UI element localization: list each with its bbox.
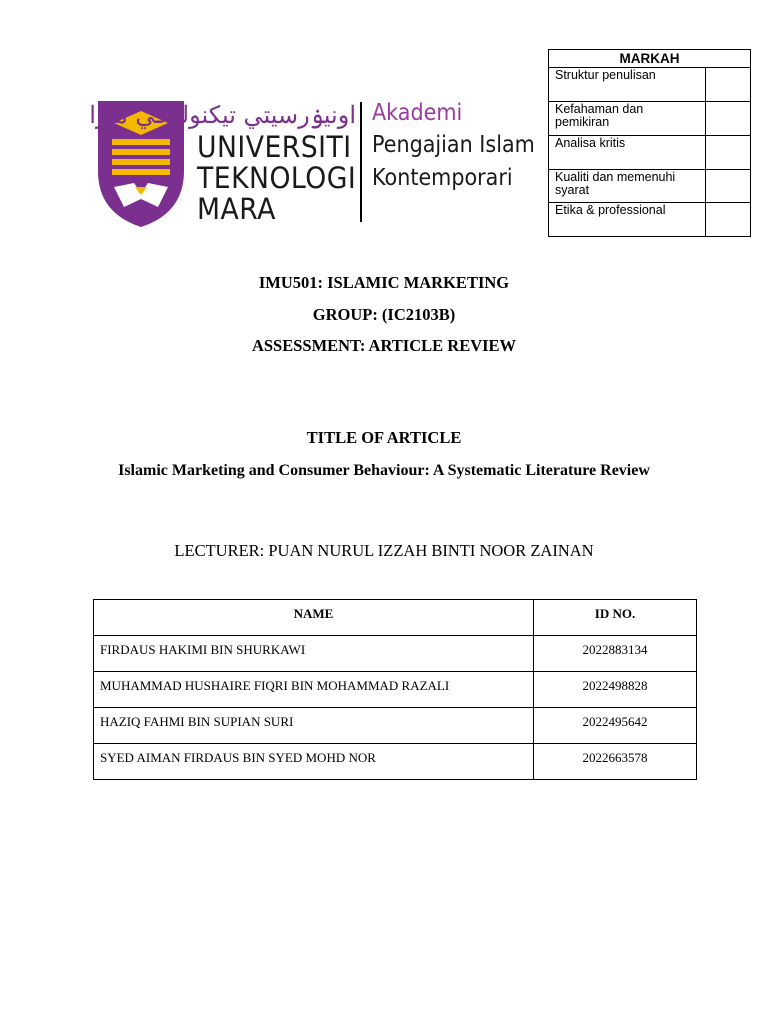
course-title: IMU501: ISLAMIC MARKETING <box>258 273 510 292</box>
marks-criterion: Kualiti dan memenuhi syarat <box>549 170 706 203</box>
academy-name <box>372 98 553 195</box>
university-name-line: TEKNOLOGI <box>197 161 357 195</box>
university-jawi-name: اونيۏرسيتي تيكنولوݢي مارا <box>89 101 356 129</box>
logo-divider <box>360 102 362 222</box>
academy-name-line: Pengajian Islam <box>372 132 535 158</box>
table-row <box>94 708 697 744</box>
marks-row <box>549 170 751 203</box>
member-id: 2022495642 <box>534 708 697 744</box>
university-name-line: UNIVERSITI <box>197 130 352 164</box>
member-name: SYED AIMAN FIRDAUS BIN SYED MOHD NOR <box>94 744 534 780</box>
member-id: 2022498828 <box>534 672 697 708</box>
assessment-type: ASSESSMENT: ARTICLE REVIEW <box>251 336 517 355</box>
marks-score-cell <box>706 102 751 136</box>
marks-criterion: Struktur penulisan <box>549 68 706 102</box>
table-row <box>94 744 697 780</box>
member-name: FIRDAUS HAKIMI BIN SHURKAWI <box>94 636 534 672</box>
academy-name-line: Akademi <box>372 100 463 126</box>
university-name-line: MARA <box>197 192 276 226</box>
marks-table-header: MARKAH <box>549 50 751 68</box>
lecturer-name: LECTURER: PUAN NURUL IZZAH BINTI NOOR ZAINAN <box>174 541 594 560</box>
marks-score-cell <box>706 136 751 170</box>
academy-name-line: Kontemporari <box>372 165 513 191</box>
table-row <box>94 636 697 672</box>
marks-score-cell <box>706 203 751 237</box>
article-title-heading: TITLE OF ARTICLE <box>306 428 462 447</box>
members-table-header-row <box>94 600 697 636</box>
member-id: 2022663578 <box>534 744 697 780</box>
member-id: 2022883134 <box>534 636 697 672</box>
marks-row <box>549 136 751 170</box>
marks-criterion: Etika & professional <box>549 203 706 237</box>
marks-row <box>549 68 751 102</box>
marks-row <box>549 102 751 136</box>
name-column-header: NAME <box>94 600 534 636</box>
table-row <box>94 672 697 708</box>
article-title-text: Islamic Marketing and Consumer Behaviour: A Systematic Literature Review <box>118 462 650 479</box>
marks-row <box>549 203 751 237</box>
uitm-logo <box>89 98 535 228</box>
members-table <box>93 599 697 780</box>
marks-table <box>548 49 751 237</box>
id-column-header: ID NO. <box>534 600 697 636</box>
member-name: HAZIQ FAHMI BIN SUPIAN SURI <box>94 708 534 744</box>
marks-criterion: Analisa kritis <box>549 136 706 170</box>
marks-score-cell <box>706 170 751 203</box>
marks-score-cell <box>706 68 751 102</box>
group-code: GROUP: (IC2103B) <box>312 305 456 324</box>
university-name <box>197 132 370 225</box>
member-name: MUHAMMAD HUSHAIRE FIQRI BIN MOHAMMAD RAZALI <box>94 672 534 708</box>
marks-criterion: Kefahaman dan pemikiran <box>549 102 706 136</box>
article-title <box>0 460 768 481</box>
